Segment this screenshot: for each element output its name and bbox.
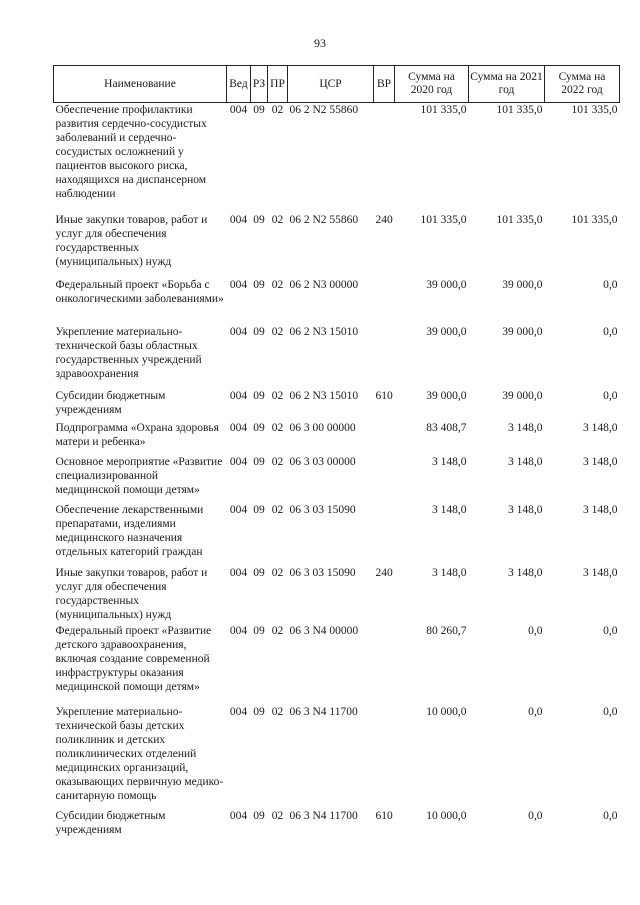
row-sum-2021: 3 148,0 — [508, 455, 543, 468]
row-sum-2021: 39 000,0 — [502, 389, 543, 402]
row-sum-2020: 10 000,0 — [426, 809, 467, 822]
table-row — [54, 503, 620, 566]
row-ved: 004 — [229, 809, 248, 822]
row-pr: 02 — [271, 389, 284, 402]
row-ved: 004 — [229, 503, 248, 516]
header-rz: РЗ — [251, 66, 268, 103]
row-ved: 004 — [229, 455, 248, 468]
row-sum-2021: 101 335,0 — [496, 213, 543, 226]
row-rz: 09 — [253, 503, 265, 516]
row-vr: 610 — [375, 809, 393, 822]
row-ved: 004 — [229, 389, 248, 402]
table-row — [54, 389, 620, 421]
table-header-row — [54, 66, 620, 103]
row-ved: 004 — [229, 213, 248, 226]
row-pr: 02 — [271, 325, 284, 338]
row-sum-2020: 39 000,0 — [426, 278, 467, 291]
row-rz: 09 — [253, 213, 265, 226]
row-rz: 09 — [253, 809, 265, 822]
row-vr — [374, 705, 395, 809]
row-csr: 06 2 N3 00000 — [289, 278, 359, 291]
table-row — [54, 705, 620, 809]
row-name: Субсидии бюджетным учреждениям — [55, 389, 166, 416]
row-vr: 240 — [375, 566, 393, 579]
row-name: Федеральный проект «Развитие детского здравоохранения, включая создание современной инфраструктуры оказания медицинской помощи детям» — [55, 624, 212, 693]
row-sum-2020: 83 408,7 — [426, 421, 467, 434]
row-pr: 02 — [271, 503, 284, 516]
row-vr — [374, 455, 395, 503]
table-row — [54, 278, 620, 325]
header-sum-2021: Сумма на 2021 год — [469, 66, 545, 103]
row-pr: 02 — [271, 213, 284, 226]
row-vr: 610 — [375, 389, 393, 402]
row-sum-2020: 101 335,0 — [420, 213, 467, 226]
row-sum-2022: 0,0 — [603, 809, 618, 822]
row-sum-2020: 3 148,0 — [432, 503, 467, 516]
row-sum-2020: 39 000,0 — [426, 389, 467, 402]
row-name: Федеральный проект «Борьба с онкологическими заболеваниями» — [55, 278, 224, 305]
row-ved: 004 — [229, 278, 248, 291]
header-sum-2022: Сумма на 2022 год — [545, 66, 620, 103]
row-sum-2022: 3 148,0 — [583, 566, 618, 579]
row-ved: 004 — [229, 104, 248, 116]
row-ved: 004 — [229, 624, 248, 637]
row-csr: 06 3 N4 00000 — [289, 624, 359, 637]
row-vr — [374, 103, 395, 213]
row-sum-2020: 3 148,0 — [432, 455, 467, 468]
row-sum-2020: 80 260,7 — [426, 624, 467, 637]
row-rz: 09 — [253, 325, 265, 338]
row-rz: 09 — [253, 566, 265, 579]
row-name: Иные закупки товаров, работ и услуг для обеспечения государственных (муниципальных) нужд — [55, 213, 208, 268]
row-csr: 06 3 03 00000 — [289, 455, 356, 468]
row-sum-2022: 101 335,0 — [571, 104, 618, 116]
header-sum-2020: Сумма на 2020 год — [395, 66, 469, 103]
row-name: Основное мероприятие «Развитие специализированной медицинской помощи детям» — [55, 455, 223, 496]
row-sum-2022: 0,0 — [603, 278, 618, 291]
row-sum-2022: 0,0 — [603, 624, 618, 637]
row-pr: 02 — [271, 809, 284, 822]
table-row — [54, 624, 620, 705]
row-sum-2022: 101 335,0 — [571, 213, 618, 226]
row-pr: 02 — [271, 421, 284, 434]
row-sum-2022: 3 148,0 — [583, 421, 618, 434]
row-sum-2020: 3 148,0 — [432, 566, 467, 579]
row-vr — [374, 503, 395, 566]
row-csr: 06 3 N4 11700 — [289, 705, 358, 718]
row-rz: 09 — [253, 705, 265, 718]
row-rz: 09 — [253, 624, 265, 637]
row-sum-2020: 101 335,0 — [420, 104, 467, 116]
row-sum-2021: 101 335,0 — [496, 104, 543, 116]
row-sum-2021: 3 148,0 — [508, 503, 543, 516]
row-vr — [374, 624, 395, 705]
header-pr: ПР — [268, 66, 288, 103]
row-sum-2021: 3 148,0 — [508, 421, 543, 434]
row-csr: 06 3 03 15090 — [289, 566, 356, 579]
row-name: Подпрограмма «Охрана здоровья матери и ребенка» — [55, 421, 219, 448]
row-pr: 02 — [271, 278, 284, 291]
row-csr: 06 2 N2 55860 — [289, 104, 359, 116]
table-row — [54, 421, 620, 455]
row-sum-2022: 0,0 — [603, 389, 618, 402]
row-ved: 004 — [229, 705, 248, 718]
row-name: Обеспечение профилактики развития сердечно-сосудистых заболеваний и сердечно-сосудистых осложнений у пациентов высокого риска, находящихся на диспансерном наблюдении — [55, 104, 207, 200]
row-sum-2022: 0,0 — [603, 325, 618, 338]
row-ved: 004 — [229, 421, 248, 434]
table-row — [54, 566, 620, 624]
row-pr: 02 — [271, 624, 284, 637]
row-pr: 02 — [271, 566, 284, 579]
row-ved: 004 — [229, 566, 248, 579]
row-pr: 02 — [271, 104, 284, 116]
row-csr: 06 2 N3 15010 — [289, 325, 359, 338]
row-vr — [374, 325, 395, 389]
page-number: 93 — [314, 36, 326, 50]
budget-table — [53, 65, 620, 843]
row-name: Субсидии бюджетным учреждениям — [55, 809, 166, 836]
row-name: Иные закупки товаров, работ и услуг для обеспечения государственных (муниципальных) нужд — [55, 566, 208, 621]
row-vr: 240 — [375, 213, 393, 226]
row-sum-2022: 3 148,0 — [583, 503, 618, 516]
header-vr: ВР — [374, 66, 395, 103]
row-ved: 004 — [229, 325, 248, 338]
row-sum-2022: 0,0 — [603, 705, 618, 718]
row-rz: 09 — [253, 278, 265, 291]
row-sum-2021: 0,0 — [528, 624, 543, 637]
row-sum-2020: 10 000,0 — [426, 705, 467, 718]
row-sum-2021: 3 148,0 — [508, 566, 543, 579]
row-name: Обеспечение лекарственными препаратами, изделиями медицинского назначения отдельных категорий граждан — [55, 503, 204, 558]
row-sum-2020: 39 000,0 — [426, 325, 467, 338]
row-vr — [374, 278, 395, 325]
row-sum-2021: 39 000,0 — [502, 278, 543, 291]
row-csr: 06 2 N3 15010 — [289, 389, 359, 402]
row-rz: 09 — [253, 455, 265, 468]
row-sum-2021: 39 000,0 — [502, 325, 543, 338]
table-row — [54, 809, 620, 843]
row-csr: 06 2 N2 55860 — [289, 213, 359, 226]
row-csr: 06 3 03 15090 — [289, 503, 356, 516]
row-rz: 09 — [253, 421, 265, 434]
table-row — [54, 325, 620, 389]
row-name: Укрепление материально-технической базы детских поликлиник и детских поликлинических отделений медицинских организаций, оказывающих первичную медико-санитарную помощь — [55, 705, 224, 802]
row-sum-2022: 3 148,0 — [583, 455, 618, 468]
table-row — [54, 103, 620, 213]
header-ved: Вед — [227, 66, 251, 103]
table-row — [54, 213, 620, 278]
row-name: Укрепление материально-технической базы областных государственных учреждений здравоохранения — [55, 325, 202, 380]
header-name: Наименование — [54, 66, 227, 103]
row-rz: 09 — [253, 389, 265, 402]
header-csr: ЦСР — [288, 66, 374, 103]
row-sum-2021: 0,0 — [528, 809, 543, 822]
row-pr: 02 — [271, 455, 284, 468]
row-csr: 06 3 N4 11700 — [289, 809, 358, 822]
row-rz: 09 — [253, 104, 265, 116]
table-row — [54, 455, 620, 503]
row-sum-2021: 0,0 — [528, 705, 543, 718]
row-vr — [374, 421, 395, 455]
row-csr: 06 3 00 00000 — [289, 421, 356, 434]
row-pr: 02 — [271, 705, 284, 718]
